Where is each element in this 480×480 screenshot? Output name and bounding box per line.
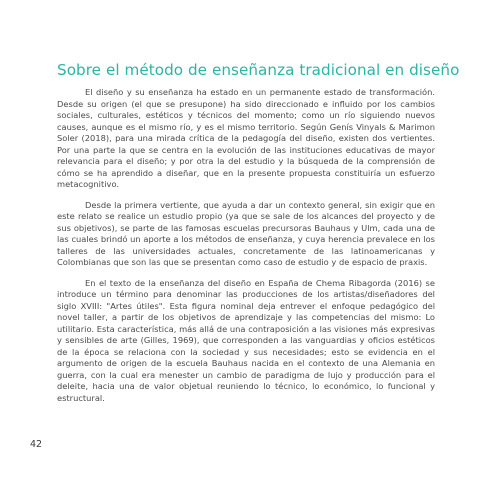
paragraph-2: Desde la primera vertiente, que ayuda a dar un contexto general, sin exigir que en este relato se realice un estudio propio (ya que se sale de los alcances del proyecto y de sus objetivos), se parte de las famosas escuelas precursoras Bauhaus y Ulm, cada una de las cuales brindó un aporte a los métodos de enseñanza, y cuya herencia prevalece en los talleres de las universidades actuales, concretamente de las latinoamericanas y Colombianas que son las que se presentan como caso de estudio y de espacio de praxis. — [57, 199, 435, 267]
section-heading: Sobre el método de enseñanza tradicional en diseño — [57, 61, 460, 79]
paragraph-1: El diseño y su enseñanza ha estado en un permanente estado de transformación. Desde su origen (el que se presupone) ha sido direccionado e influido por los cambios sociales, culturales, estéticos y técnicos del momento; como un río siguiendo nuevos causes, aunque es el mismo río, y es el mismo territorio. Según Genís Vinyals & Marimon Soler (2018), para una mirada crítica de la pedagogía del diseño, existen dos vertientes. Por una parte la que se centra en la evolución de las instituciones educativas de mayor relevancia para el diseño; y por otra la del estudio y la búsqueda de la comprensión de cómo se ha aprendido a diseñar, que en la presente propuesta constituiría un esfuerzo metacognitivo. — [57, 87, 435, 189]
page-number: 42 — [30, 439, 43, 450]
body-text — [57, 87, 435, 413]
paragraph-3: En el texto de la enseñanza del diseño en España de Chema Ribagorda (2016) se introduce un término para denominar las producciones de los artistas/diseñadores del siglo XVIII: "Artes útiles". Esta figura nominal deja entrever el enfoque pedagógico del novel taller, a partir de los objetivos de aprendizaje y las competencias del mismo: Lo utilitario. Esta característica, más allá de una contraposición a las visiones más expresivas y sensibles de arte (Gilles, 1969), que corresponden a las vanguardias y oficios estéticos de la época se relaciona con la sociedad y sus necesidades; esto se evidencia en el argumento de origen de la escuela Bauhaus nacida en el contexto de una Alemania en guerra, con la cual era menester un cambio de paradigma de lujo y producción para el deleite, hacia una de valor objetual reuniendo lo técnico, lo económico, lo funcional y estructural. — [57, 277, 435, 403]
